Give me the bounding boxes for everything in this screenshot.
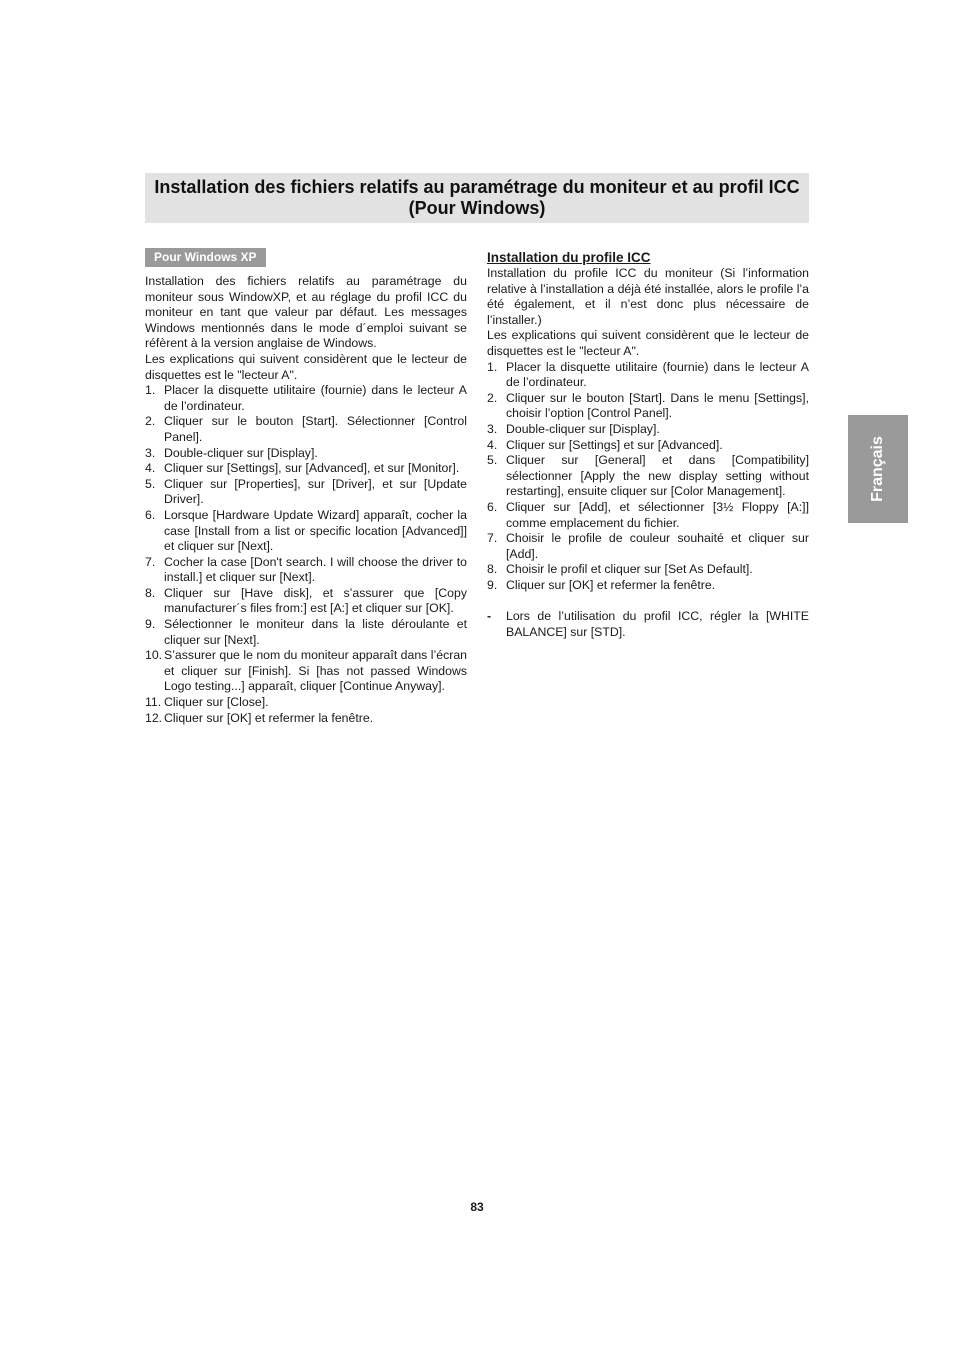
list-item: 12. Cliquer sur [OK] et refermer la fenêtre. xyxy=(145,710,374,725)
list-item: 2. Cliquer sur le bouton [Start]. Dans le menu [Settings], choisir l’option [Control Panel]. xyxy=(487,390,809,421)
icc-steps-list xyxy=(487,360,809,594)
list-item: 8. Cliquer sur [Have disk], et s’assurer que [Copy manufacturer´s files from:] est [A:] et cliquer sur [OK]. xyxy=(145,585,467,616)
right-column xyxy=(487,250,809,640)
page-number: 83 xyxy=(470,1200,484,1214)
list-item: 9. Sélectionner le moniteur dans la liste déroulante et cliquer sur [Next]. xyxy=(145,617,467,647)
note-marker: - xyxy=(487,609,492,624)
list-item: 3. Double-cliquer sur [Display]. xyxy=(145,445,318,460)
section-title-banner xyxy=(145,173,809,223)
list-item: 5. Cliquer sur [General] et dans [Compatibility] sélectionner [Apply the new display setting without restarting], ensuite cliquer sur [Color Management]. xyxy=(487,453,809,499)
drive-note-paragraph: Les explications qui suivent considèrent que le lecteur de disquettes est le "lecteur A". xyxy=(145,351,467,382)
icc-drive-note-paragraph: Les explications qui suivent considèrent que le lecteur de disquettes est le "lecteur A". xyxy=(487,328,809,358)
list-item: 7. Choisir le profile de couleur souhaité et cliquer sur [Add]. xyxy=(487,531,809,561)
language-label: Français xyxy=(869,436,886,502)
list-item: 4. Cliquer sur [Settings], sur [Advanced], et sur [Monitor]. xyxy=(145,461,460,476)
white-balance-note xyxy=(487,609,809,640)
list-item: 11. Cliquer sur [Close]. xyxy=(145,695,269,710)
list-item: 7. Cocher la case [Don't search. I will choose the driver to install.] et cliquer sur [Next]. xyxy=(145,554,467,585)
list-item: 6. Lorsque [Hardware Update Wizard] apparaît, cocher la case [Install from a list or specific location [Advanced]] et cliquer sur [Next]. xyxy=(145,507,467,554)
icc-intro-paragraph: Installation du profile ICC du moniteur (Si l’information relative à l’installation a déjà été installée, alors le profile l’a été également, et il n’est donc plus nécessaire de l’installer.) xyxy=(487,266,809,327)
list-item: 1. Placer la disquette utilitaire (fournie) dans le lecteur A de l’ordinateur. xyxy=(487,359,809,390)
xp-steps-list xyxy=(145,383,467,726)
list-item: 9. Cliquer sur [OK] et refermer la fenêtre. xyxy=(487,577,716,592)
note-text: Lors de l’utilisation du profil ICC, régler la [WHITE BALANCE] sur [STD]. xyxy=(506,609,809,639)
windows-xp-tag: Pour Windows XP xyxy=(145,248,266,267)
language-side-tab xyxy=(848,415,908,523)
list-item: 4. Cliquer sur [Settings] et sur [Advanced]. xyxy=(487,437,723,452)
list-item: 8. Choisir le profil et cliquer sur [Set As Default]. xyxy=(487,562,753,577)
left-column xyxy=(145,274,467,726)
list-item: 5. Cliquer sur [Properties], sur [Driver], et sur [Update Driver]. xyxy=(145,476,467,507)
list-item: 10. S’assurer que le nom du moniteur apparaît dans l’écran et cliquer sur [Finish]. Si [has not passed Windows Logo testing...] apparaît, cliquer [Continue Anyway]. xyxy=(145,648,467,694)
list-item: 2. Cliquer sur le bouton [Start]. Sélectionner [Control Panel]. xyxy=(145,414,467,444)
list-item: 1. Placer la disquette utilitaire (fournie) dans le lecteur A de l’ordinateur. xyxy=(145,383,467,413)
icc-section-heading: Installation du profile ICC xyxy=(487,250,651,265)
intro-paragraph: Installation des fichiers relatifs au paramétrage du moniteur sous WindowXP, et au réglage du profil ICC du moniteur en tant que valeur par défaut. Les messages Windows mentionnés dans le mode d´emploi suivant se réfèrent à la version anglaise de Windows. xyxy=(145,274,467,351)
list-item: 3. Double-cliquer sur [Display]. xyxy=(487,421,660,436)
list-item: 6. Cliquer sur [Add], et sélectionner [3½ Floppy [A:]] comme emplacement du fichier. xyxy=(487,499,809,530)
page-title: Installation des fichiers relatifs au paramétrage du moniteur et au profil ICC (Pour Windows) xyxy=(154,177,800,218)
